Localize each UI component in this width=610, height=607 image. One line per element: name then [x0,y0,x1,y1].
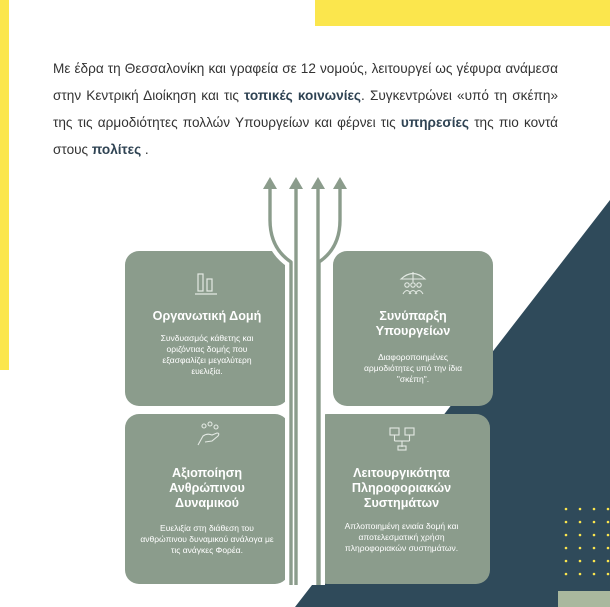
card-gov-desc: Διαφοροποιημένες αρμοδιότητες υπό την ίδια "σκέπη". [363,352,462,384]
card-org-title: Οργανωτική Δομή [152,309,262,323]
arrowhead-1 [263,177,277,189]
arrowhead-2 [289,177,303,189]
card-hr-title-line2: Ανθρώπινου [169,481,245,495]
card-org-desc: Συνδυασμός κάθετης και οριζόντιας δομής που εξασφαλίζει μεγαλύτερη ευελιξία. [160,333,254,376]
card-hr-title-line3: Δυναμικού [175,496,239,510]
card-hr-title-line1: Αξιοποίηση [171,466,243,480]
card-gov-title-line1: Συνύπαρξη [379,309,447,323]
intro-text-1: Με έδρα τη Θεσσαλονίκη και γραφεία σε 12 νομούς, λειτουργεί ως γέφυρα ανάμεσα στην Κεντρική Διοίκηση και τις [53,61,558,103]
intro-bold-citizens: πολίτες [91,142,142,157]
card-it-desc: Απλοποιημένη ενιαία δομή και αποτελεσματική χρήση πληροφοριακών συστημάτων. [344,521,459,553]
arrowhead-4 [333,177,347,189]
intro-text-4: . [141,142,149,157]
intro-text-3: της πιο κοντά στους [53,115,559,157]
intro-text-2: . Συγκεντρώνει «υπό τη σκέπη» της τις αρμοδιότητες πολλών Υπουργείων και φέρνει τις [53,88,558,130]
intro-bold-local-communities: τοπικές κοινωνίες [244,88,361,103]
card-it-title-line3: Συστημάτων [363,496,440,510]
card-gov-title-line2: Υπουργείων [375,324,451,338]
arrowhead-3 [311,177,325,189]
card-it-title-line1: Λειτουργικότητα [353,466,450,480]
card-hr-desc: Ευελιξία στη διάθεση του ανθρώπινου δυναμικού ανάλογα με τις ανάγκες Φορέα. [140,523,274,555]
card-it-title-line2: Πληροφοριακών [351,481,452,495]
intro-bold-services: υπηρεσίες [400,115,470,130]
